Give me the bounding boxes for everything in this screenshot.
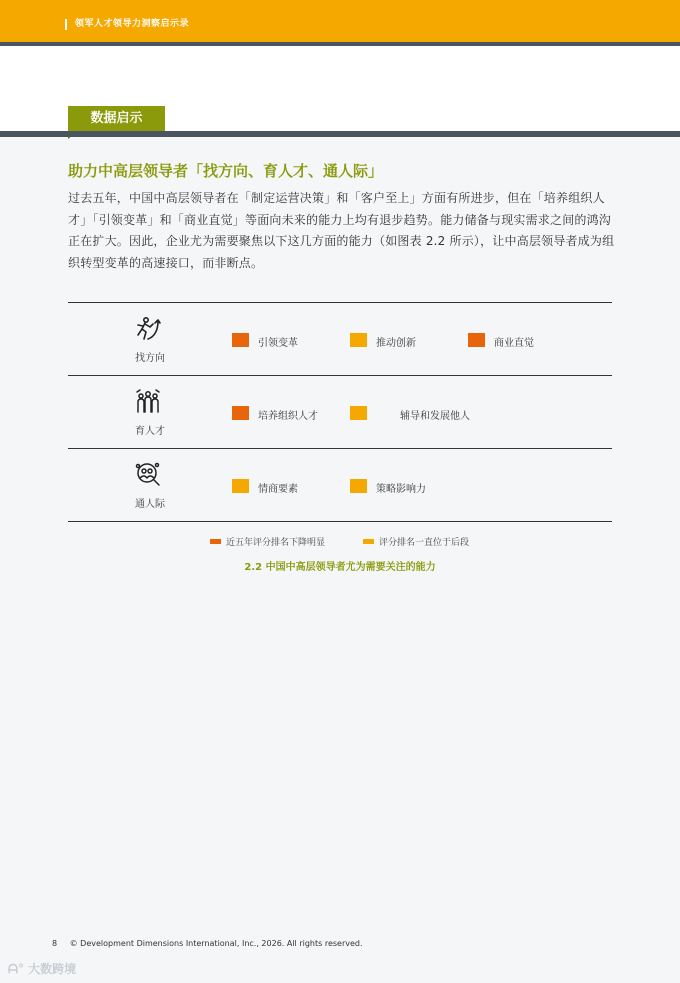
capability-label: 情商要素	[258, 484, 298, 495]
watermark-logo-icon: ᗩ°	[8, 962, 24, 976]
people-network-icon	[128, 461, 168, 489]
capability-label: 辅导和发展他人	[400, 411, 470, 422]
capability-table	[68, 302, 612, 522]
section-divider	[0, 131, 680, 137]
low-swatch	[350, 406, 367, 420]
watermark-text: 大数跨境	[28, 962, 77, 976]
legend-swatch	[210, 539, 221, 544]
row-label: 通人际	[135, 499, 165, 510]
running-arrow-icon	[128, 315, 168, 343]
body-paragraph: 过去五年，中国中高层领导者在「制定运营决策」和「客户至上」方面有所进步，但在「培养组织人才」「引领变革」和「商业直觉」等面向未来的能力上均有退步趋势。能力储备与现实需求之间的鸿沟正在扩大。因此，企业尤为需要聚焦以下这几方面的能力（如图表 2.2 所示），让中高层领导者成为组织转型变革的高速接口，而非断点。	[68, 191, 615, 270]
capability-label: 策略影响力	[376, 484, 426, 495]
decline-swatch	[232, 333, 249, 347]
footer	[52, 939, 363, 948]
capability-label: 引领变革	[258, 338, 298, 349]
decline-swatch	[468, 333, 485, 347]
page-number: 8	[52, 939, 58, 948]
report-title: 领军人才领导力洞察启示录	[65, 19, 189, 30]
legend-label: 评分排名一直位于后段	[379, 538, 470, 548]
table-row	[68, 375, 612, 448]
table-row	[68, 302, 612, 375]
decline-swatch	[232, 406, 249, 420]
section-tab: 数据启示	[68, 106, 165, 131]
copyright: © Development Dimensions International, Inc., 2026. All rights reserved.	[69, 939, 363, 948]
watermark	[8, 960, 76, 977]
capability-label: 培养组织人才	[258, 411, 318, 422]
section-heading: 助力中高层领导者「找方向、育人才、通人际」	[68, 162, 384, 180]
figure-caption: 2.2 中国中高层领导者尤为需要关注的能力	[244, 562, 436, 573]
low-swatch	[232, 479, 249, 493]
row-label: 育人才	[135, 426, 165, 437]
table-row	[68, 448, 612, 522]
low-swatch	[350, 333, 367, 347]
capability-label: 商业直觉	[494, 338, 534, 349]
legend	[210, 535, 510, 549]
legend-swatch	[363, 539, 374, 544]
row-label: 找方向	[135, 353, 165, 364]
low-swatch	[350, 479, 367, 493]
legend-label: 近五年评分排名下降明显	[226, 538, 326, 548]
team-people-icon	[128, 388, 168, 416]
top-header-bar	[0, 0, 680, 42]
capability-label: 推动创新	[376, 338, 416, 349]
